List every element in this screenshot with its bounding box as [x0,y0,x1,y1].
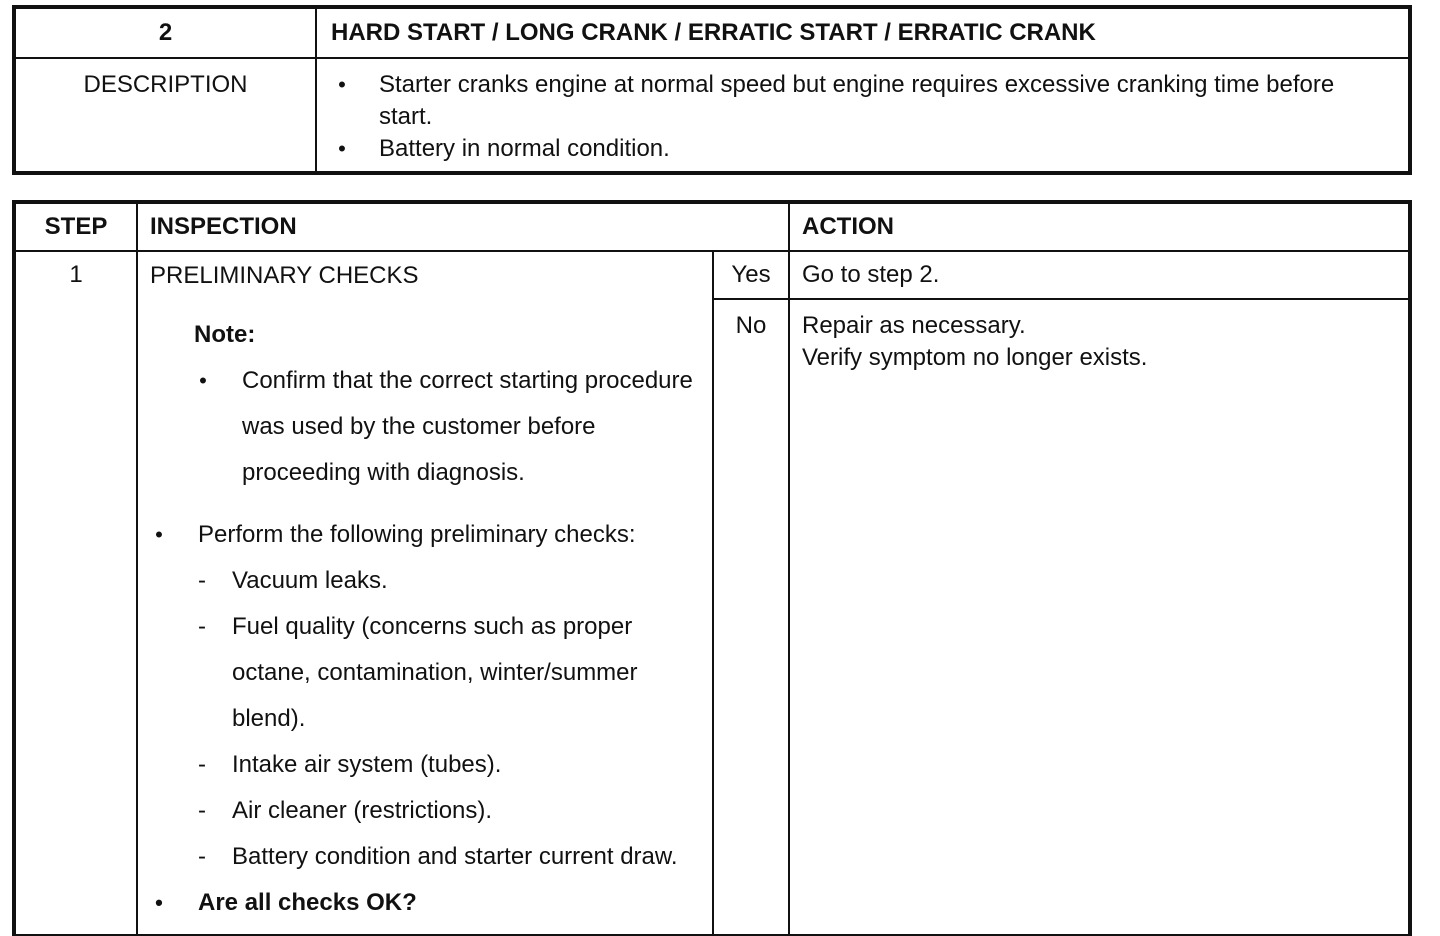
no-action [789,299,1409,935]
note-list [194,358,702,496]
inspection-title: PRELIMINARY CHECKS [150,262,419,289]
final-question [150,880,702,926]
bullet-icon [150,880,168,926]
header-inspection: INSPECTION [137,203,789,251]
step-number: 1 [15,251,137,935]
check-item-text: Intake air system (tubes). [232,751,502,778]
no-label: No [713,299,789,935]
description-list [327,69,1388,165]
diagnostic-step-table [14,202,1410,936]
description-item-text: Battery in normal condition. [379,135,670,162]
description-item [327,133,1388,165]
no-action-line: Verify symptom no longer exists. [802,344,1148,371]
yes-label: Yes [713,251,789,299]
check-item [198,834,702,880]
checks-intro-text: Perform the following preliminary checks: [198,521,636,548]
header-step: STEP [15,203,137,251]
note-item [194,358,702,496]
symptom-title: HARD START / LONG CRANK / ERRATIC START / ERRATIC CRANK [316,8,1409,58]
check-item-text: Battery condition and starter current draw. [232,843,678,870]
dash-icon: - [198,613,206,640]
description-cell [316,58,1409,172]
check-item [198,604,702,742]
dash-icon: - [198,567,206,594]
note-item-text: Confirm that the correct starting procedure was used by the customer before proceeding with diagnosis. [242,367,693,486]
note-title: Note: [194,321,256,348]
no-action-line: Repair as necessary. [802,312,1026,339]
bullet-icon [333,69,351,101]
symptom-number: 2 [15,8,316,58]
final-question-text: Are all checks OK? [198,889,417,916]
checks-intro [150,512,702,558]
check-item [198,558,702,604]
description-item-text: Starter cranks engine at normal speed but engine requires excessive cranking time before start. [379,71,1335,130]
table-header-row [15,203,1409,251]
table-row [15,251,1409,299]
bullet-icon [150,512,168,558]
check-item-text: Air cleaner (restrictions). [232,797,493,824]
dash-icon: - [198,843,206,870]
check-item-text: Vacuum leaks. [232,567,388,594]
check-item-text: Fuel quality (concerns such as proper octane, contamination, winter/summer blend). [232,613,638,732]
bullet-icon [333,133,351,165]
header-action: ACTION [789,203,1409,251]
bullet-icon [194,358,212,404]
dash-icon: - [198,797,206,824]
inspection-cell [137,251,713,935]
note-block [194,312,702,496]
yes-action: Go to step 2. [789,251,1409,299]
description-item [327,69,1388,133]
symptom-table [14,7,1410,173]
check-item [198,788,702,834]
check-item [198,742,702,788]
description-label: DESCRIPTION [15,58,316,172]
dash-icon: - [198,751,206,778]
checks-list [150,558,702,880]
checks-block [150,512,702,926]
